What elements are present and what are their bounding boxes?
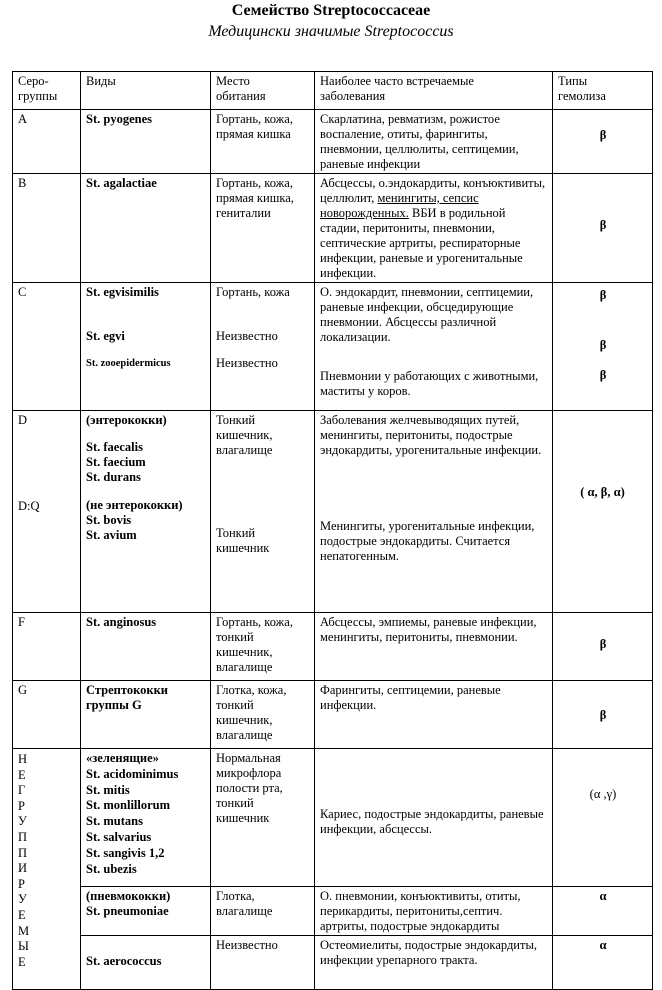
serogroup-cell: D D:Q — [13, 411, 81, 613]
non-grouped-letter: У — [18, 814, 27, 829]
diseases-cell: Остеомиелиты, подострые эндокардиты, инфекции урепарного тракта. — [315, 936, 553, 990]
species-cell: St. pyogenes — [81, 110, 211, 174]
table-row — [13, 174, 653, 283]
header-diseases: Наиболее часто встречаемые заболевания — [315, 72, 553, 110]
habitat-cell: Гортань, кожа Неизвестно Неизвестно — [211, 283, 315, 411]
species-cell: «зеленящие» St. acidominimus St. mitis St. monlillorum St. mutans St. salvarius St. sangivis 1,2 St. ubezis — [81, 749, 211, 887]
table-row — [13, 110, 653, 174]
diseases-cell: Абсцессы, о.эндокардиты, конъюктивиты, целлюлит, менингиты, сепсис новорожденных. ВБИ в родильной стадии, перитониты, пневмонии, септические артриты, респираторные инфекции, раневые и урогенитальные инфекции. — [315, 174, 553, 283]
non-grouped-letter: П — [18, 845, 28, 860]
non-grouped-letter: Е — [18, 954, 26, 969]
serogroup-cell: G — [13, 681, 81, 749]
hemolysis-cell: β β β — [553, 283, 653, 411]
species-cell: (энтерококки) St. faecalis St. faecium St. durans (не энтерококки) St. bovis St. avium — [81, 411, 211, 613]
table-row — [13, 887, 653, 936]
species-cell: Стрептококки группы G — [81, 681, 211, 749]
header-species: Виды — [81, 72, 211, 110]
table-row — [13, 936, 653, 990]
non-grouped-vertical-label — [18, 752, 76, 970]
serogroup-cell: C — [13, 283, 81, 411]
serogroup-cell: F — [13, 613, 81, 681]
hemolysis-cell: α — [553, 887, 653, 936]
species-cell: St. aerococcus — [81, 936, 211, 990]
species-cell: St. agalactiae — [81, 174, 211, 283]
diseases-cell: Кариес, подострые эндокардиты, раневые инфекции, абсцессы. — [315, 749, 553, 887]
habitat-cell: Гортань, кожа, тонкий кишечник, влагалище — [211, 613, 315, 681]
non-grouped-letter: Е — [18, 767, 26, 782]
header-serogroups: Серо- группы — [13, 72, 81, 110]
hemolysis-cell: ( α, β, α) — [553, 411, 653, 613]
hemolysis-cell: β — [553, 681, 653, 749]
table-row — [13, 749, 653, 887]
habitat-cell: Нормальная микрофлора полости рта, тонкий кишечник — [211, 749, 315, 887]
non-grouped-letter: Р — [18, 876, 25, 891]
non-grouped-letter: П — [18, 829, 28, 844]
diseases-cell: О. эндокардит, пневмонии, септицемии, раневые инфекции, обсцедирующие пневмонии. Абсцессы различной локализации. Пневмонии у работающих с животными, маститы у коров. — [315, 283, 553, 411]
non-grouped-letter: И — [18, 861, 28, 876]
hemolysis-cell: (α ,γ) — [553, 749, 653, 887]
non-grouped-letter: М — [18, 923, 30, 938]
species-cell: St. egvisimilis St. egvi St. zooepidermicus — [81, 283, 211, 411]
habitat-cell: Тонкий кишечник, влагалище Тонкий кишечник — [211, 411, 315, 613]
non-grouped-letter: У — [18, 892, 27, 907]
hemolysis-cell: β — [553, 110, 653, 174]
streptococcus-table — [12, 71, 653, 990]
non-grouped-letter: Е — [18, 907, 26, 922]
habitat-cell: Неизвестно — [211, 936, 315, 990]
table-row — [13, 681, 653, 749]
serogroup-cell: B — [13, 174, 81, 283]
serogroup-cell-non-grouped — [13, 749, 81, 990]
habitat-cell: Глотка, кожа, тонкий кишечник, влагалище — [211, 681, 315, 749]
diseases-cell: О. пневмонии, конъюктивиты, отиты, перикардиты, перитониты,септич. артриты, подострые эндокардиты — [315, 887, 553, 936]
header-hemolysis: Типы гемолиза — [553, 72, 653, 110]
diseases-cell: Скарлатина, ревматизм, рожистое воспаление, отиты, фарингиты, пневмонии, целлюлиты, септицемии, раневые инфекции — [315, 110, 553, 174]
page-title: Семейство Streptococcaceae — [231, 2, 431, 19]
habitat-cell: Глотка, влагалище — [211, 887, 315, 936]
hemolysis-cell: β — [553, 174, 653, 283]
non-grouped-letter: Р — [18, 798, 25, 813]
non-grouped-letter: Н — [18, 752, 28, 766]
hemolysis-cell: α — [553, 936, 653, 990]
table-row — [13, 411, 653, 613]
diseases-cell: Заболевания желчевыводящих путей, менингиты, перитониты, подострые эндокардиты, урогенитальные инфекции. Менингиты, урогенитальные инфекции, подострые эндокардиты. Считается непатогенным. — [315, 411, 553, 613]
header-habitat: Место обитания — [211, 72, 315, 110]
non-grouped-letter: Г — [18, 783, 26, 798]
diseases-cell: Фарингиты, септицемии, раневые инфекции. — [315, 681, 553, 749]
serogroup-cell: A — [13, 110, 81, 174]
non-grouped-letter: Ы — [18, 939, 29, 954]
table-row — [13, 283, 653, 411]
habitat-cell: Гортань, кожа, прямая кишка, гениталии — [211, 174, 315, 283]
species-cell: (пневмококки) St. pneumoniae — [81, 887, 211, 936]
species-cell: St. anginosus — [81, 613, 211, 681]
page-subtitle: Медицински значимые Streptococcus — [208, 23, 454, 40]
table-row — [13, 613, 653, 681]
habitat-cell: Гортань, кожа, прямая кишка — [211, 110, 315, 174]
table-header-row — [13, 72, 653, 110]
hemolysis-cell: β — [553, 613, 653, 681]
diseases-cell: Абсцессы, эмпиемы, раневые инфекции, менингиты, перитониты, пневмонии. — [315, 613, 553, 681]
